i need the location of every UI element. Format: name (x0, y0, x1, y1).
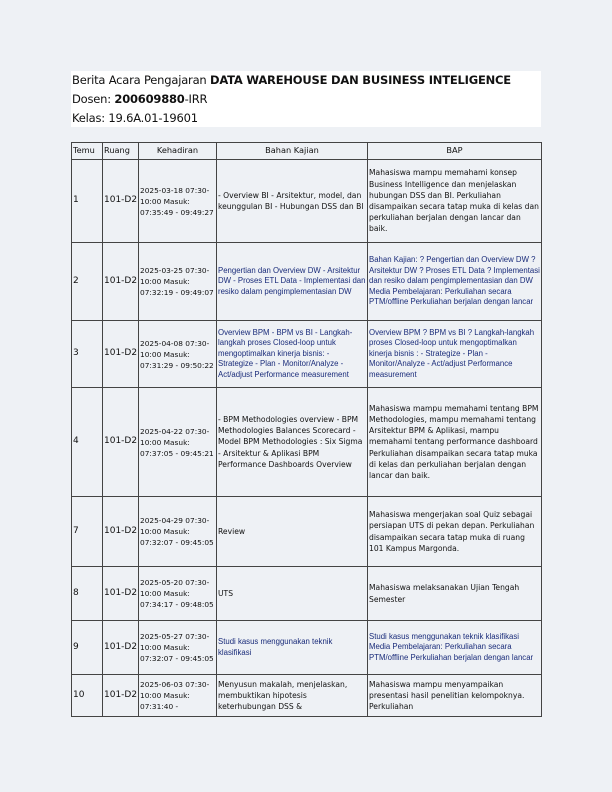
cell-temu: 4 (72, 388, 103, 497)
cell-ruang: 101-D2 (103, 567, 139, 621)
cell-bahan-kajian: Studi kasus menggunakan teknik klasifikasi (217, 621, 368, 675)
cell-bahan-kajian: - Overview BI - Arsitektur, model, dan keunggulan BI - Hubungan DSS dan BI (217, 160, 368, 243)
cell-bap: Mahasiswa mampu memahami konsep Business Intelligence dan menjelaskan hubungan DSS dan BI. Perkuliahan disampaikan secara tatap muka di kelas dan perkuliahan berjalan dengan lancar dan baik. (368, 160, 542, 243)
cell-bap: Mahasiswa melaksanakan Ujian Tengah Semester (368, 567, 542, 621)
table-row (72, 621, 542, 675)
cell-bap: Overview BPM ? BPM vs BI ? Langkah-langkah proses Closed-loop untuk mengoptimalkan kinerja bisnis : - Strategize - Plan - Monitor/Analyze - Act/adjust Performance measurement (368, 321, 542, 388)
report-title: Berita Acara Pengajaran DATA WAREHOUSE DAN BUSINESS INTELIGENCE (72, 73, 511, 87)
cell-temu: 9 (72, 621, 103, 675)
table-row (72, 243, 542, 321)
cell-kehadiran: 2025-06-03 07:30-10:00 Masuk: 07:31:40 - (139, 675, 217, 717)
cell-temu: 7 (72, 497, 103, 567)
cell-kehadiran: 2025-05-20 07:30-10:00 Masuk: 07:34:17 - 09:48:05 (139, 567, 217, 621)
cell-ruang: 101-D2 (103, 675, 139, 717)
col-header-ruang: Ruang (103, 143, 139, 160)
cell-kehadiran: 2025-03-25 07:30-10:00 Masuk: 07:32:19 - 09:49:07 (139, 243, 217, 321)
table-row (72, 388, 542, 497)
col-header-kehadiran: Kehadiran (139, 143, 217, 160)
cell-kehadiran: 2025-04-08 07:30-10:00 Masuk: 07:31:29 - 09:50:22 (139, 321, 217, 388)
cell-bap: Studi kasus menggunakan teknik klasifikasi Media Pembelajaran: Perkuliahan secara PTM/offline Perkuliahan berjalan dengan lancar (368, 621, 542, 675)
table-row (72, 675, 542, 717)
cell-temu: 1 (72, 160, 103, 243)
cell-bahan-kajian: UTS (217, 567, 368, 621)
cell-bap: Mahasiswa mampu menyampaikan presentasi hasil penelitian kelompoknya. Perkuliahan (368, 675, 542, 717)
cell-bahan-kajian: Pengertian dan Overview DW - Arsitektur DW - Proses ETL Data - Implementasi dan resiko dalam pengimplementasian DW (217, 243, 368, 321)
class-line: Kelas: 19.6A.01-19601 (72, 111, 198, 125)
cell-ruang: 101-D2 (103, 321, 139, 388)
cell-temu: 2 (72, 243, 103, 321)
lecturer-id: 200609880 (114, 92, 185, 106)
table-row (72, 497, 542, 567)
table-header-row (72, 143, 542, 160)
course-name: DATA WAREHOUSE DAN BUSINESS INTELIGENCE (209, 73, 511, 87)
col-header-bahan-kajian: Bahan Kajian (217, 143, 368, 160)
table-row (72, 160, 542, 243)
cell-bap: Mahasiswa mengerjakan soal Quiz sebagai persiapan UTS di pekan depan. Perkuliahan disampaikan secara tatap muka di ruang 101 Kampus Margonda. (368, 497, 542, 567)
report-header (71, 71, 541, 127)
table-row (72, 321, 542, 388)
cell-temu: 8 (72, 567, 103, 621)
cell-bahan-kajian: Overview BPM - BPM vs BI - Langkah-langkah proses Closed-loop untuk mengoptimalkan kinerja bisnis: - Strategize - Plan - Monitor/Analyze - Act/adjust Performance measurement (217, 321, 368, 388)
cell-bap: Mahasiswa mampu memahami tentang BPM Methodologies, mampu memahami tentang Arsitektur BPM & Aplikasi, mampu memahami tentang performance dashboard Perkuliahan disampaikan secara tatap muka di kelas dan perkuliahan berjalan dengan lancar dan baik. (368, 388, 542, 497)
cell-bap: Bahan Kajian: ? Pengertian dan Overview DW ? Arsitektur DW ? Proses ETL Data ? Implementasi dan resiko dalam pengimplementasian dan DW Media Pembelajaran: Perkuliahan secara PTM/offline Perkuliahan berjalan dengan lancar (368, 243, 542, 321)
cell-ruang: 101-D2 (103, 388, 139, 497)
cell-kehadiran: 2025-04-22 07:30-10:00 Masuk: 07:37:05 - 09:45:21 (139, 388, 217, 497)
cell-kehadiran: 2025-03-18 07:30-10:00 Masuk: 07:35:49 - 09:49:27 (139, 160, 217, 243)
cell-temu: 10 (72, 675, 103, 717)
cell-bahan-kajian: Menyusun makalah, menjelaskan, membuktikan hipotesis keterhubungan DSS & (217, 675, 368, 717)
col-header-temu: Temu (72, 143, 103, 160)
cell-kehadiran: 2025-05-27 07:30-10:00 Masuk: 07:32:07 - 09:45:05 (139, 621, 217, 675)
cell-ruang: 101-D2 (103, 160, 139, 243)
cell-ruang: 101-D2 (103, 497, 139, 567)
cell-temu: 3 (72, 321, 103, 388)
lecturer-line: Dosen: 200609880-IRR (72, 92, 208, 106)
table-row (72, 567, 542, 621)
cell-bahan-kajian: - BPM Methodologies overview - BPM Methodologies Balances Scorecard - Model BPM Methodologies : Six Sigma - Arsitektur & Aplikasi BPM Performance Dashboards Overview (217, 388, 368, 497)
cell-kehadiran: 2025-04-29 07:30-10:00 Masuk: 07:32:07 - 09:45:05 (139, 497, 217, 567)
cell-ruang: 101-D2 (103, 621, 139, 675)
lecture-report-table (71, 142, 542, 717)
col-header-bap: BAP (368, 143, 542, 160)
cell-ruang: 101-D2 (103, 243, 139, 321)
cell-bahan-kajian: Review (217, 497, 368, 567)
